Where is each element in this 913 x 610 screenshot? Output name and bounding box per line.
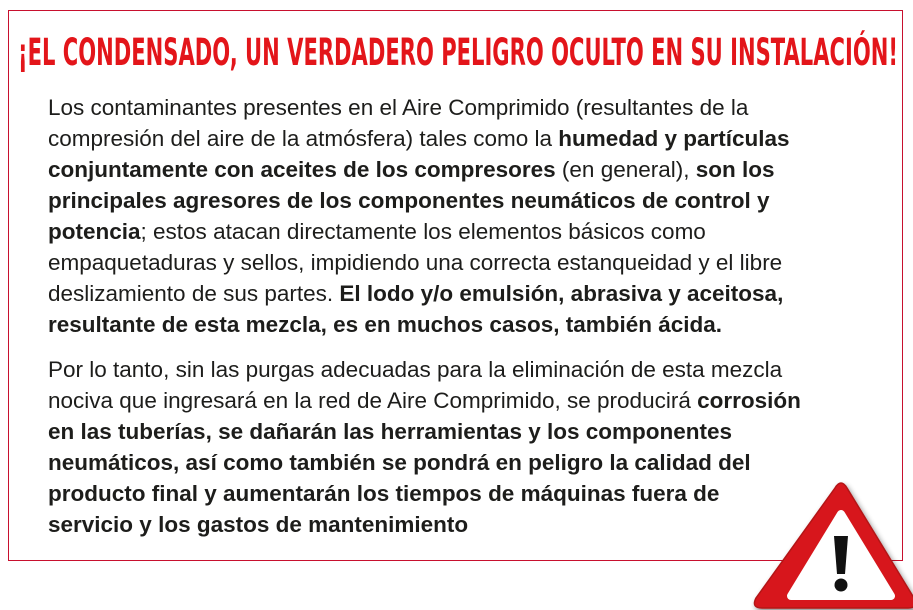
text-line [48, 309, 908, 340]
bold-text-segment: servicio y los gastos de mantenimiento [48, 512, 469, 537]
bold-text-segment: son los [695, 157, 775, 182]
text-line [48, 416, 908, 447]
text-line [48, 92, 908, 123]
warning-triangle-icon [740, 470, 913, 610]
text-line [48, 154, 908, 185]
text-segment: ; estos atacan directamente los elementos básicos como [140, 219, 706, 244]
warning-triangle-shape [754, 483, 913, 608]
text-segment: compresión del aire de la atmósfera) tales como la [48, 126, 559, 151]
bold-text-segment: El lodo y/o emulsión, abrasiva y aceitosa, [339, 281, 784, 306]
bold-text-segment: potencia [48, 219, 141, 244]
text-segment: empaquetaduras y sellos, impidiendo una correcta estanqueidad y el libre [48, 250, 783, 275]
bold-text-segment: neumáticos, así como también se pondrá en peligro la calidad del [48, 450, 751, 475]
text-segment: Por lo tanto, sin las purgas adecuadas para la eliminación de esta mezcla [48, 357, 783, 382]
text-segment: deslizamiento de sus partes. [48, 281, 340, 306]
text-line [48, 385, 908, 416]
bold-text-segment: producto final y aumentarán los tiempos de máquinas fuera de [48, 481, 720, 506]
bold-text-segment: corrosión [697, 388, 801, 413]
page-title: ¡EL CONDENSADO, UN VERDADERO PELIGRO OCULTO EN SU INSTALACIÓN! [18, 31, 898, 75]
text-line [48, 123, 908, 154]
text-line [48, 247, 908, 278]
bold-text-segment: conjuntamente con aceites de los compresores [48, 157, 556, 182]
bold-text-segment: humedad y partículas [558, 126, 790, 151]
text-line [48, 185, 908, 216]
text-segment: (en general), [555, 157, 696, 182]
text-segment: Los contaminantes presentes en el Aire Comprimido (resultantes de la [48, 95, 749, 120]
paragraph-1 [48, 92, 908, 340]
text-line [48, 278, 908, 309]
text-line [48, 354, 908, 385]
bold-text-segment: resultante de esta mezcla, es en muchos casos, también ácida. [48, 312, 723, 337]
bold-text-segment: principales agresores de los componentes neumáticos de control y [48, 188, 770, 213]
text-line [48, 216, 908, 247]
text-segment: nociva que ingresará en la red de Aire Comprimido, se producirá [48, 388, 698, 413]
bold-text-segment: en las tuberías, se dañarán las herramientas y los componentes [48, 419, 733, 444]
